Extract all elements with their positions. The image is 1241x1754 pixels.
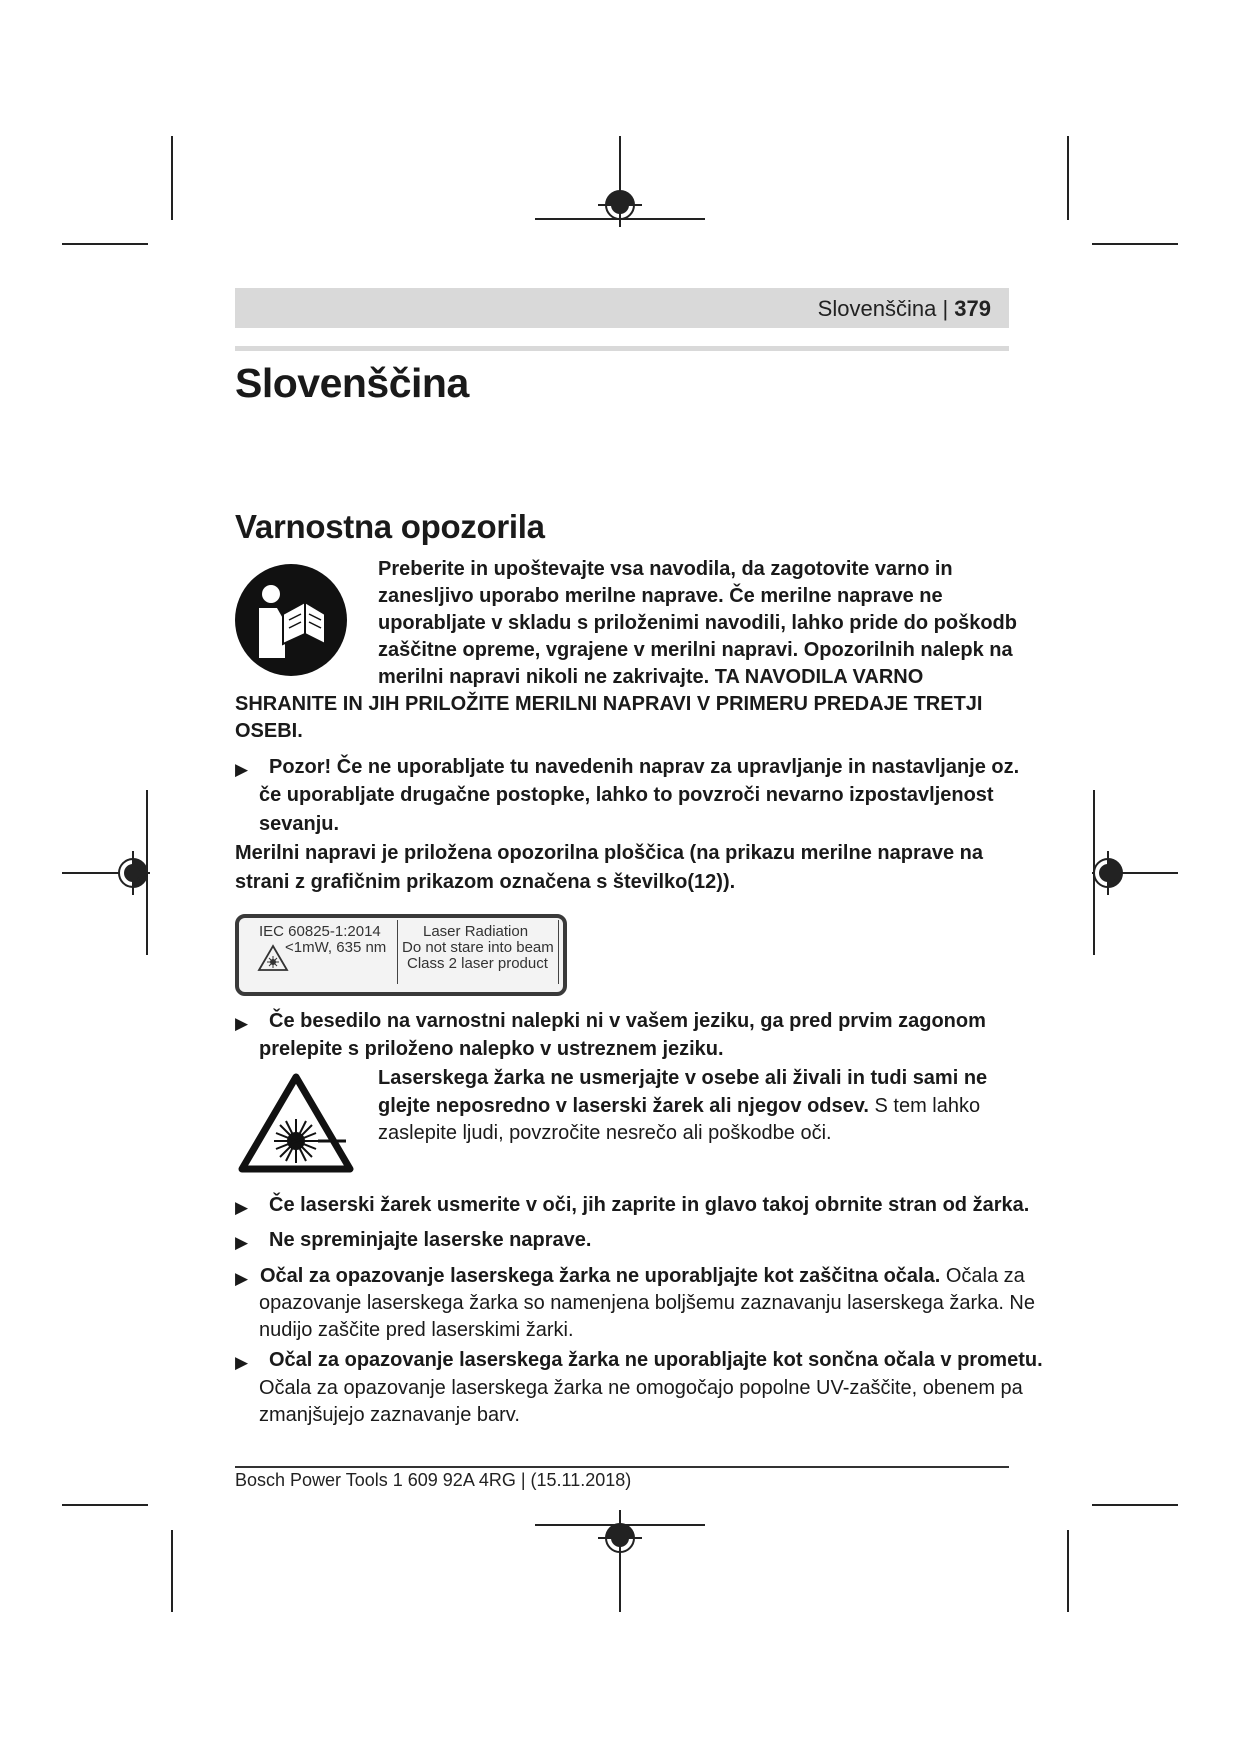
label-standard: IEC 60825-1:2014 xyxy=(259,923,381,940)
bullet5-line-3: nudijo zaščite pred laserskimi žarki. xyxy=(259,1319,574,1341)
triangle-bullet-icon: ▶ xyxy=(235,1353,249,1372)
triangle-bullet-icon: ▶ xyxy=(235,1269,249,1288)
laser-warning-icon xyxy=(238,1073,354,1173)
bullet2-line-2: prelepite s priloženo nalepko v ustreznem jeziku. xyxy=(259,1038,724,1060)
laser-warning-line-2-bold: glejte neposredno v laserski žarek ali njegov odsev. xyxy=(378,1095,869,1117)
label-text-1: Laser Radiation xyxy=(423,923,529,940)
triangle-bullet-icon: ▶ xyxy=(235,1014,249,1033)
label-text-3: Class 2 laser product xyxy=(407,955,548,972)
bullet4-text: Ne spreminjajte laserske naprave. xyxy=(269,1229,592,1251)
bullet1-line-1: Pozor! Če ne uporabljate tu navedenih naprav za upravljanje in nastavljanje oz. xyxy=(269,756,1020,778)
section-title: Varnostna opozorila xyxy=(235,508,545,545)
intro-line-6: SHRANITE IN JIH PRILOŽITE MERILNI NAPRAVI V PRIMERU PREDAJE TRETJI xyxy=(235,693,983,715)
bullet5-line-1 xyxy=(260,1263,1025,1290)
intro-line-7: OSEBI. xyxy=(235,720,303,742)
laser-label-plate xyxy=(235,914,567,996)
laser-warning-line-2 xyxy=(378,1093,980,1120)
registration-mark-icon xyxy=(535,136,705,227)
intro-line-2: zanesljivo uporabo merilne naprave. Če merilne naprave ne xyxy=(378,585,943,607)
header-section: Slovenščina xyxy=(817,296,937,321)
label-power: <1mW, 635 nm xyxy=(285,939,387,956)
label-note-line-1: Merilni napravi je priložena opozorilna ploščica (na prikazu merilne naprave na xyxy=(235,842,983,864)
bullet5-line-2: opazovanje laserskega žarka so namenjena boljšemu zaznavanju laserskega žarka. Ne xyxy=(259,1292,1035,1314)
bullet1-line-3: sevanju. xyxy=(259,813,340,835)
header-separator: | xyxy=(942,296,949,321)
page-header xyxy=(235,288,1009,328)
triangle-bullet-icon: ▶ xyxy=(235,760,249,779)
label-text-2: Do not stare into beam xyxy=(402,939,554,956)
page-footer: Bosch Power Tools 1 609 92A 4RG | (15.11.2018) xyxy=(235,1470,632,1490)
bullet5-bold: Očal za opazovanje laserskega žarka ne uporabljajte kot zaščitna očala. xyxy=(260,1265,941,1287)
bullet6-line-3: zmanjšujejo zaznavanje barv. xyxy=(259,1404,520,1426)
triangle-bullet-icon: ▶ xyxy=(235,1233,249,1252)
laser-warning-line-3: zaslepite ljudi, povzročite nesrečo ali poškodbe oči. xyxy=(378,1122,832,1144)
footer-divider xyxy=(235,1466,1009,1468)
page-number: 379 xyxy=(954,296,991,321)
intro-line-4: zaščitne opreme, vgrajene v merilni napravi. Opozorilnih nalepk na xyxy=(378,639,1013,661)
read-manual-icon xyxy=(233,562,349,678)
registration-mark-icon xyxy=(62,851,150,895)
bullet5-normal: Očala za xyxy=(940,1265,1025,1287)
registration-mark-icon xyxy=(1092,851,1178,895)
bullet6-line-1: Očal za opazovanje laserskega žarka ne uporabljajte kot sončna očala v prometu. xyxy=(269,1349,1043,1371)
intro-line-5: merilni napravi nikoli ne zakrivajte. TA NAVODILA VARNO xyxy=(378,666,924,688)
triangle-bullet-icon: ▶ xyxy=(235,1198,249,1217)
header-divider xyxy=(235,346,1009,351)
label-note-line-2: strani z grafičnim prikazom označena s številko(12)). xyxy=(235,871,736,893)
intro-line-3: uporabljate v skladu s priloženimi navodili, lahko pride do poškodb xyxy=(378,612,1017,634)
bullet1-line-2: če uporabljate drugačne postopke, lahko to povzroči nevarno izpostavljenost xyxy=(259,784,994,806)
bullet2-line-1: Če besedilo na varnostni nalepki ni v vašem jeziku, ga pred prvim zagonom xyxy=(269,1010,986,1032)
laser-warning-line-2-normal: S tem lahko xyxy=(868,1095,981,1117)
laser-warning-line-1: Laserskega žarka ne usmerjajte v osebe ali živali in tudi sami ne xyxy=(378,1067,988,1089)
laser-label-icon xyxy=(257,944,289,972)
page-title: Slovenščina xyxy=(235,360,469,406)
registration-mark-icon xyxy=(535,1510,705,1612)
bullet6-line-2: Očala za opazovanje laserskega žarka ne omogočajo popolne UV-zaščite, obenem pa xyxy=(259,1377,1023,1399)
bullet3-text: Če laserski žarek usmerite v oči, jih zaprite in glavo takoj obrnite stran od žarka. xyxy=(269,1194,1030,1216)
intro-line-1: Preberite in upoštevajte vsa navodila, da zagotovite varno in xyxy=(378,558,953,580)
header-label xyxy=(818,296,991,322)
